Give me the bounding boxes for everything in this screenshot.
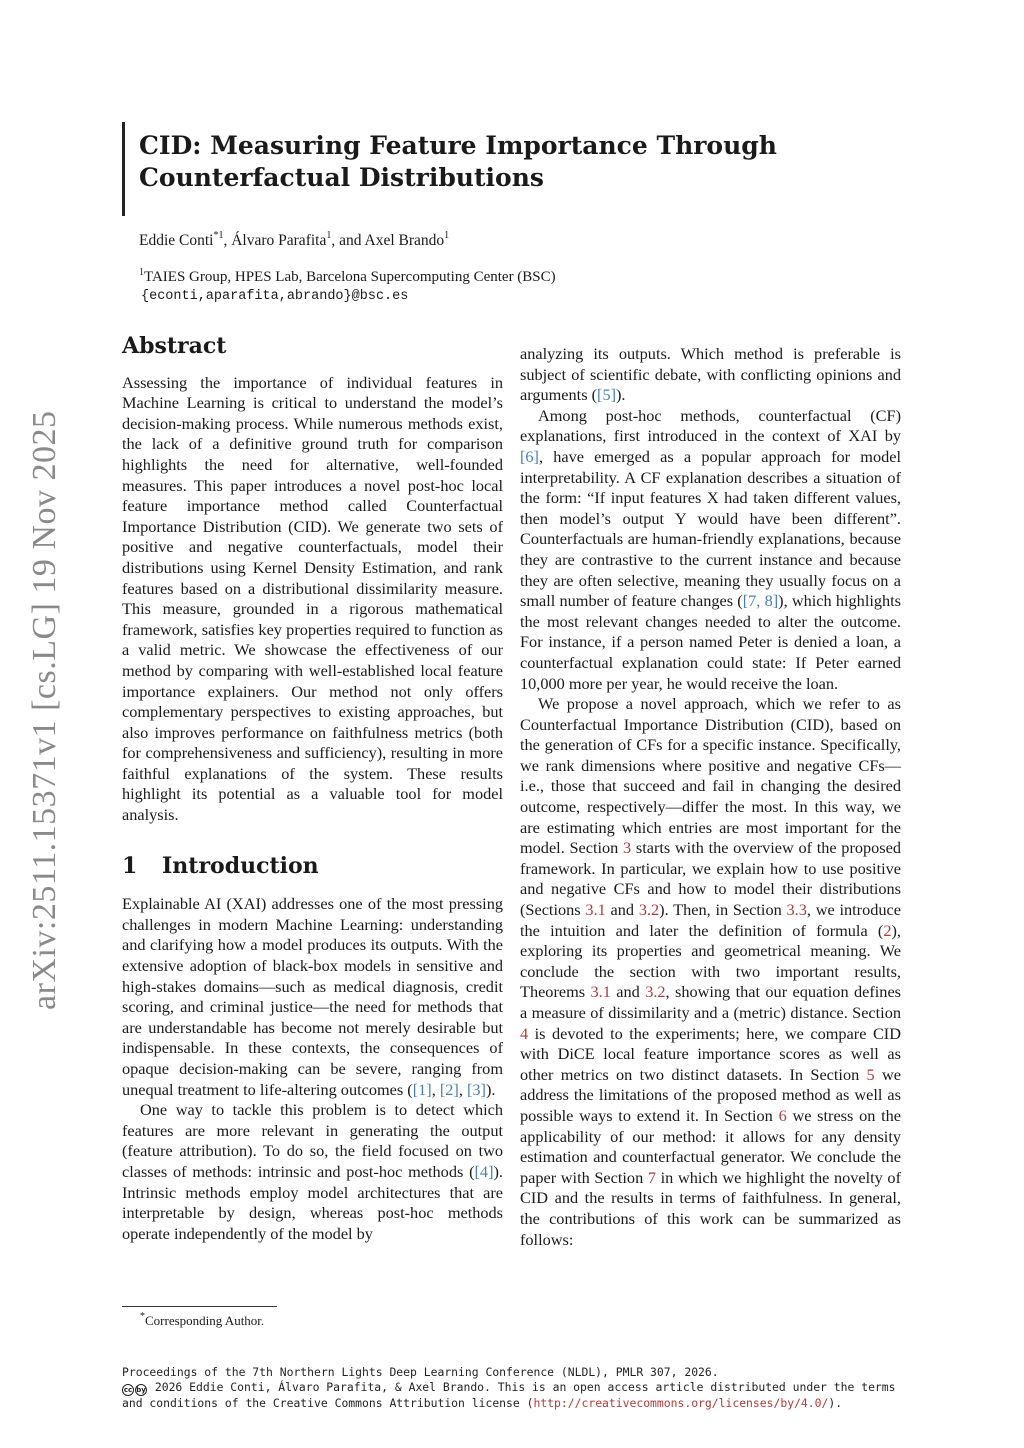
author-name: Álvaro Parafita (231, 232, 327, 249)
intro-paragraph-2: One way to tackle this problem is to detect which features are more relevant in generating the output (feature attribution). To do so, the field focused on two classes of methods: intrinsic and post-hoc methods ([4]). Intrinsic methods employ model architectures that are interpretable by design, whereas post-hoc methods operate independently of the model by (122, 1100, 503, 1243)
section-ref-link[interactable]: 4 (520, 1023, 529, 1043)
attribution-icon: by (136, 1385, 146, 1394)
author-mark: 1 (444, 230, 450, 241)
title-block (122, 122, 912, 194)
affiliation (139, 269, 556, 286)
citation-link[interactable]: [6] (520, 446, 539, 466)
footnote: *Corresponding Author. (140, 1311, 265, 1328)
affiliation-mark: 1 (139, 267, 144, 278)
citation-link[interactable]: [2] (439, 1079, 459, 1099)
intro-paragraph-4: Among post-hoc methods, counterfactual (CF) explanations, first introduced in the context of XAI by [6], have emerged as a popular approach for model interpretability. A CF explanation describes a situation of the form: “If input features X had taken different values, then model’s output Y would have been different”. Counterfactuals are human-friendly explanations, because they are contrastive to the current instance and because they are often selective, meaning they usually focus on a small number of feature changes ([7, 8]), which highlights the most relevant changes needed to alter the outcome. For instance, if a person named Peter is denied a loan, a counterfactual explanation could state: If Peter earned 10,000 more per year, he would receive the loan. (520, 405, 902, 693)
citation-link[interactable]: [1] (412, 1079, 432, 1099)
author-name: Axel Brando (364, 232, 445, 249)
section-ref-link[interactable]: 3.2 (638, 900, 660, 920)
title-bar (122, 122, 125, 216)
citation-link[interactable]: [3] (466, 1079, 486, 1099)
arxiv-identifier: arXiv:2511.15371v1 [cs.LG] 19 Nov 2025 (26, 410, 63, 1010)
author-list: Eddie Conti$^{*1}$, Álvaro Parafita$^1$, and Axel Brando$^1$ (139, 230, 450, 249)
citation-link[interactable]: [4] (474, 1161, 494, 1181)
citation-link[interactable]: [5] (597, 385, 617, 405)
page-footer (122, 1365, 912, 1410)
section-ref-link[interactable]: 6 (778, 1105, 787, 1125)
theorem-ref-link[interactable]: 3.2 (645, 982, 666, 1002)
author-mark: 1 (326, 230, 332, 241)
abstract-heading: Abstract (122, 333, 227, 359)
paper-title: CID: Measuring Feature Importance Through Counterfactual Distributions (139, 131, 777, 192)
section-number: 1 (122, 852, 138, 879)
theorem-ref-link[interactable]: 3.1 (590, 982, 611, 1002)
abstract-text: Assessing the importance of individual features in Machine Learning is critical to understand the model’s decision-making process. While numerous methods exist, the lack of a definitive ground truth for comparison highlights the need for alternative, well-founded measures. This paper introduces a novel post-hoc local feature importance method called Counterfactual Importance Distribution (CID). We generate two sets of positive and negative counterfactuals, model their distributions using Kernel Density Estimation, and rank features based on a distributional dissimilarity measure. This measure, grounded in a rigorous mathematical framework, satisfies key properties required to function as a valid metric. We showcase the effectiveness of our method by comparing with well-established local feature importance explainers. Our method not only offers complementary perspectives to existing approaches, but also improves performance on faithfulness metrics (both for comprehensiveness and sufficiency), resulting in more faithful explanations of the system. These results highlight its potential as a valuable tool for model analysis. (122, 372, 503, 825)
citation-link[interactable]: [7, 8] (742, 591, 779, 611)
intro-paragraph-3: analyzing its outputs. Which method is preferable is subject of scientific debate, with conflicting opinions and arguments ([5]). (520, 344, 901, 405)
author-emails: {econti,aparafita,abrando}@bsc.es (141, 289, 409, 304)
proceedings-line: Proceedings of the 7th Northern Lights Deep Learning Conference (NLDL), PMLR 307, 2026. (122, 1365, 719, 1379)
equation-ref-link[interactable]: 2 (883, 920, 892, 940)
section-title: Introduction (162, 852, 319, 879)
author-mark: *1 (213, 230, 224, 241)
author-name: Eddie Conti (139, 232, 214, 249)
creative-commons-icon: cc (123, 1385, 133, 1394)
affiliation-text: TAIES Group, HPES Lab, Barcelona Supercomputing Center (BSC) (144, 269, 556, 285)
section-heading-introduction (122, 852, 503, 879)
license-line: cc by 2026 Eddie Conti, Álvaro Parafita, & Axel Brando. This is an open access article distributed under the terms and conditions of the Creative Commons Attribution license (http://creativecommons.org/licenses/by/4.0/). (122, 1379, 896, 1410)
intro-paragraph-1: Explainable AI (XAI) addresses one of the most pressing challenges in modern Machine Learning: understanding and clarifying how a model produces its outputs. With the extensive adoption of black-box models in sensitive and high-stakes domains—such as medical diagnosis, credit scoring, and criminal justice—the need for methods that are understandable has become not merely desirable but indispensable. In these contexts, the consequences of opaque decision-making can be severe, ranging from unequal treatment to life-altering outcomes ([1], [2], [3]). (122, 894, 503, 1099)
section-ref-link[interactable]: 3.1 (585, 900, 606, 920)
right-column (520, 344, 901, 1250)
section-ref-link[interactable]: 5 (866, 1064, 875, 1084)
intro-paragraph-5: We propose a novel approach, which we refer to as Counterfactual Importance Distribution (CID), based on the generation of CFs for a specific instance. Specifically, we rank dimensions where positive and negative CFs—i.e., those that succeed and fail in changing the desired outcome, respectively—differ the most. In this way, we are estimating which entries are most important for the model. Section 3 starts with the overview of the proposed framework. In particular, we explain how to use positive and negative CFs and how to model their distributions (Sections 3.1 and 3.2). Then, in Section 3.3, we introduce the intuition and later the definition of formula (2), exploring its properties and geometrical meaning. We conclude the section with two important results, Theorems 3.1 and 3.2, showing that our equation defines a measure of dissimilarity and a (metric) distance. Section 4 is devoted to the experiments; here, we compare CID with DiCE local feature importance scores as well as other metrics on two distinct datasets. In Section 5 we address the limitations of the proposed method as well as possible ways to extend it. In Section 6 we stress on the applicability of our method: it allows for any density estimation and counterfactual generator. We conclude the paper with Section 7 in which we highlight the novelty of CID and the results in terms of faithfulness. In general, the contributions of this work can be summarized as follows: (520, 694, 902, 1249)
footnote-rule (122, 1306, 277, 1307)
left-column (122, 333, 503, 1244)
section-ref-link[interactable]: 3 (623, 838, 632, 858)
section-ref-link[interactable]: 3.3 (786, 900, 807, 920)
license-url-link[interactable]: http://creativecommons.org/licenses/by/4.0/ (533, 1395, 829, 1410)
section-ref-link[interactable]: 7 (647, 1167, 656, 1187)
